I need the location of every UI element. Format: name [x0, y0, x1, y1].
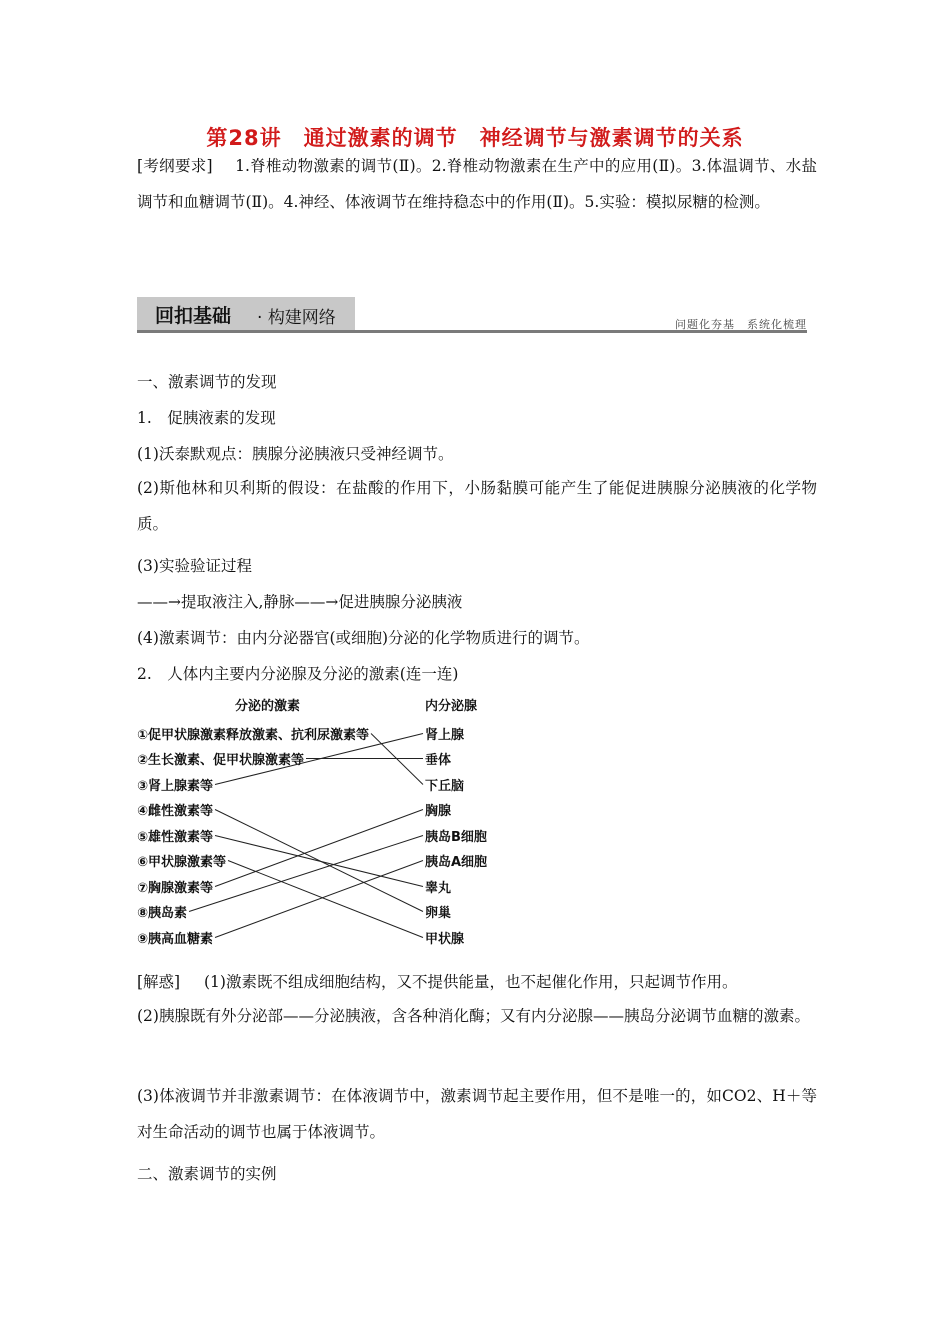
clarify-line-1: [137, 970, 827, 992]
section1-heading: 一、激素调节的发现: [137, 373, 277, 391]
banner-subtitle: [257, 303, 336, 328]
gland-item: 胰岛B细胞: [425, 830, 487, 845]
connection-line: [215, 810, 423, 887]
hormone-item: ③肾上腺素等: [137, 779, 214, 794]
hormone-item: ④雌性激素等: [137, 804, 214, 819]
gland-item: 肾上腺: [425, 728, 465, 743]
hormone-item: ⑥甲状腺激素等: [137, 855, 227, 870]
gland-item: 下丘脑: [425, 779, 465, 794]
connection-lines: [137, 692, 497, 952]
banner-tagline: 问题化夯基 系统化梳理: [675, 318, 807, 331]
connection-line: [215, 861, 423, 938]
gland-item: 垂体: [425, 753, 452, 768]
hormone-item: ②生长激素、促甲状腺激素等: [137, 753, 305, 768]
gland-item: 甲状腺: [425, 932, 465, 947]
section2-heading: 二、激素调节的实例: [137, 1165, 277, 1183]
paragraph-1: (1)沃泰默观点：胰腺分泌胰液只受神经调节。: [137, 445, 454, 463]
item2-heading: 2. 人体内主要内分泌腺及分泌的激素(连一连): [137, 665, 459, 683]
paragraph-4: (4)激素调节：由内分泌器官(或细胞)分泌的化学物质进行的调节。: [137, 629, 590, 647]
clarify-point-2: (2)胰腺既有外分泌部——分泌胰液，含各种消化酶；又有内分泌腺——胰岛分泌调节血糖的激素。: [137, 1007, 810, 1025]
clarify-point-1: (1)激素既不组成细胞结构，又不提供能量，也不起催化作用，只起调节作用。: [203, 973, 738, 991]
paragraph-2: (2)斯他林和贝利斯的假设：在盐酸的作用下，小肠黏膜可能产生了能促进胰腺分泌胰液的化学物质。: [137, 479, 817, 533]
syllabus-text: 1.脊椎动物激素的调节(Ⅱ)。2.脊椎动物激素在生产中的应用(Ⅱ)。3.体温调节、水盐调节和血糖调节(Ⅱ)。4.神经、体液调节在维持稳态中的作用(Ⅱ)。5.实验：模拟尿糖的检测。: [137, 157, 817, 211]
diagram-right-header: 内分泌腺: [425, 699, 478, 714]
experiment-flow: ——→提取液注入,静脉——→促进胰腺分泌胰液: [137, 593, 463, 611]
clarify-label: [解惑]: [137, 973, 181, 991]
gland-item: 睾丸: [425, 881, 452, 896]
hormone-item: ①促甲状腺激素释放激素、抗利尿激素等: [137, 728, 370, 743]
syllabus-label: [考纲要求]: [137, 157, 213, 175]
hormone-item: ⑦胸腺激素等: [137, 881, 214, 896]
clarify-point-3: (3)体液调节并非激素调节：在体液调节中，激素调节起主要作用，但不是唯一的，如CO2、H＋等对生命活动的调节也属于体液调节。: [137, 1087, 817, 1141]
banner-dot: ·: [257, 308, 263, 328]
hormone-item: ⑧胰岛素: [137, 906, 188, 921]
hormone-item: ⑨胰高血糖素: [137, 932, 214, 947]
gland-item: 胰岛A细胞: [425, 855, 488, 870]
hormone-item: ⑤雄性激素等: [137, 830, 214, 845]
banner-title: 回扣基础: [155, 305, 232, 327]
item1-heading: 1. 促胰液素的发现: [137, 409, 276, 427]
gland-item: 胸腺: [425, 804, 452, 819]
banner-subtitle-text: 构建网络: [267, 308, 336, 328]
diagram-left-header: 分泌的激素: [235, 699, 301, 714]
gland-item: 卵巢: [425, 906, 452, 921]
page-title: 第28讲 通过激素的调节 神经调节与激素调节的关系: [206, 126, 744, 150]
paragraph-3: (3)实验验证过程: [137, 557, 252, 575]
syllabus: [137, 148, 817, 220]
connection-line: [228, 861, 423, 938]
hormone-gland-matching-diagram: [137, 692, 497, 952]
section-banner: [137, 297, 807, 335]
connection-line: [215, 836, 423, 887]
